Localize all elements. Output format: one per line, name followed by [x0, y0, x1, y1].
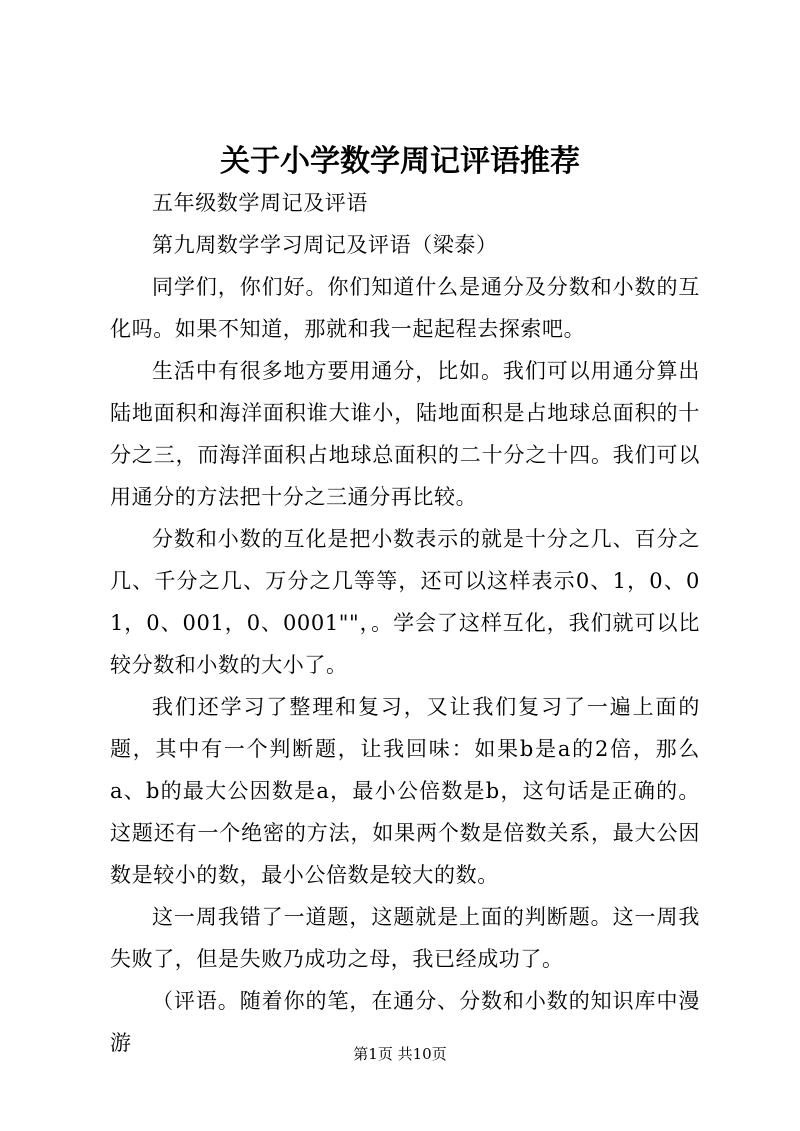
paragraph: 生活中有很多地方要用通分，比如。我们可以用通分算出陆地面积和海洋面积谁大谁小，陆地面积是占地球总面积的十分之三，而海洋面积占地球总面积的二十分之十四。我们可以用通分的方法把十分之三通分再比较。 [110, 359, 700, 509]
document-body [110, 182, 700, 1064]
paragraph-heading: 第九周数学学习周记及评语（梁泰） [152, 233, 498, 257]
paragraph: 我们还学习了整理和复习，又让我们复习了一遍上面的题，其中有一个判断题，让我回味：如果b是a的2倍，那么a、b的最大公因数是a，最小公倍数是b，这句话是正确的。这题还有一个绝密的方法，如果两个数是倍数关系，最大公因数是较小的数，最小公倍数是较大的数。 [110, 695, 700, 887]
paragraph: 这一周我错了一道题，这题就是上面的判断题。这一周我失败了，但是失败乃成功之母，我已经成功了。 [110, 905, 700, 971]
paragraph: 分数和小数的互化是把小数表示的就是十分之几、百分之几、千分之几、万分之几等等，还可以这样表示0、1，0、01，0、001，0、0001""，。学会了这样互化，我们就可以比较分数和小数的大小了。 [110, 527, 700, 677]
paragraph: 同学们，你们好。你们知道什么是通分及分数和小数的互化吗。如果不知道，那就和我一起起程去探索吧。 [110, 275, 700, 341]
page-title: 关于小学数学周记评语推荐 [220, 144, 580, 179]
paragraph-comment: （评语。随着你的笔，在通分、分数和小数的知识库中漫游 [110, 989, 700, 1055]
paragraph-subtitle: 五年级数学周记及评语 [152, 191, 368, 215]
page-footer: 第1页 共10页 [353, 1045, 447, 1063]
